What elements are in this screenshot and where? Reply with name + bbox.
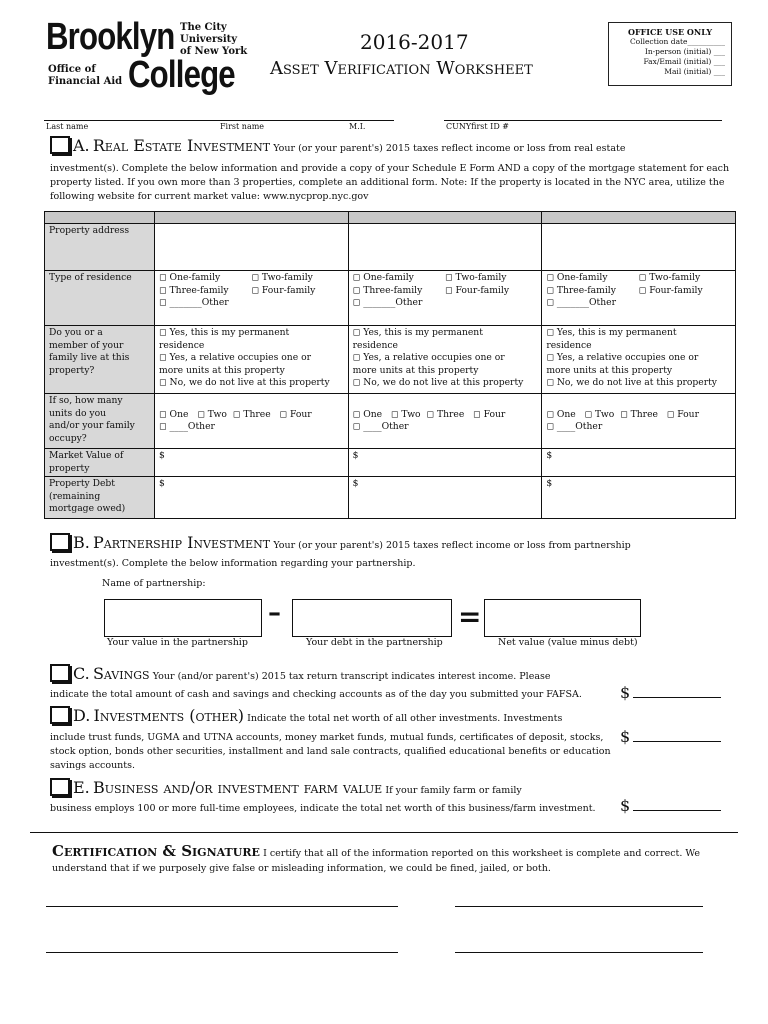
farm-amount-field[interactable] bbox=[620, 796, 721, 815]
certification-section bbox=[52, 842, 742, 861]
row-header-line: Do you or a bbox=[49, 327, 103, 338]
last-name-label: Last name bbox=[46, 122, 89, 131]
table-row bbox=[45, 394, 736, 449]
yes-relative-option[interactable]: ◻ Yes, a relative occupies one or bbox=[352, 352, 505, 363]
occupancy-cell[interactable] bbox=[542, 326, 736, 394]
row-header-line: property? bbox=[49, 364, 95, 376]
residence-type-cell[interactable] bbox=[542, 271, 736, 326]
yes-relative-option[interactable]: ◻ Yes, a relative occupies one or bbox=[546, 352, 699, 363]
other-type-option[interactable]: ◻ _______Other bbox=[352, 297, 423, 308]
section-d bbox=[50, 706, 610, 726]
section-c bbox=[50, 664, 610, 684]
dollar-sign: $ bbox=[620, 727, 631, 746]
name-line-left[interactable] bbox=[44, 120, 394, 133]
units-other-option[interactable]: ◻ ____Other bbox=[159, 421, 215, 432]
cuny-id-label: CUNYfirst ID # bbox=[446, 122, 509, 131]
residence-type-cell[interactable] bbox=[155, 271, 349, 326]
three-family-option[interactable]: ◻ Three-family bbox=[352, 284, 423, 296]
logo-college: College bbox=[128, 54, 235, 96]
certification-title: Certification & Signature bbox=[52, 842, 260, 860]
section-e bbox=[50, 778, 630, 798]
one-family-option[interactable]: ◻ One-family bbox=[546, 272, 608, 283]
table-row bbox=[45, 224, 736, 271]
table-row bbox=[45, 271, 736, 326]
other-type-option[interactable]: ◻ _______Other bbox=[159, 297, 229, 308]
your-debt-label: Your debt in the partnership bbox=[306, 637, 443, 648]
units-cell[interactable] bbox=[155, 394, 349, 449]
row-header-units bbox=[45, 394, 155, 449]
section-b-text-line2: investment(s). Complete the below information regarding your partnership. bbox=[50, 558, 416, 569]
row-header-market bbox=[45, 449, 155, 477]
cuny-line: of New York bbox=[180, 46, 248, 57]
partnership-value-input[interactable] bbox=[104, 599, 262, 637]
office-use-title: OFFICE USE ONLY bbox=[627, 27, 713, 37]
other-type-option[interactable]: ◻ _______Other bbox=[546, 297, 616, 308]
section-d-text: Indicate the total net worth of all other investments. Investments bbox=[247, 713, 563, 724]
text-line: stock option, bonds other securities, installment and land sale contracts, qualified educational benefits or education bbox=[50, 746, 611, 757]
fax-email-field: Fax/Email (initial) ___ bbox=[643, 57, 725, 66]
section-b-text: Your (or your parent's) 2015 taxes reflect income or loss from partnership bbox=[273, 540, 631, 551]
section-e-text-line2: business employs 100 or more full-time employees, indicate the total net worth of this business/farm investment. bbox=[50, 803, 596, 814]
row-header-line: Market Value of bbox=[49, 450, 124, 461]
savings-amount-line[interactable] bbox=[633, 697, 721, 698]
investments-amount-field[interactable] bbox=[620, 727, 721, 746]
property-address-input[interactable] bbox=[542, 224, 736, 271]
section-d-body bbox=[50, 731, 620, 773]
mi-label: M.I. bbox=[349, 122, 366, 131]
no-live-option[interactable]: ◻ No, we do not live at this property bbox=[352, 377, 524, 388]
section-a bbox=[50, 136, 740, 156]
section-e-checkbox[interactable] bbox=[50, 778, 70, 796]
yes-permanent-option-cont: residence bbox=[546, 339, 592, 351]
partnership-net-value-input[interactable] bbox=[484, 599, 641, 637]
cuny-line: University bbox=[180, 34, 238, 45]
text-line: investment(s). Complete the below information and provide a copy of your Schedule E Form AND a copy of the mortgage statement for each bbox=[50, 163, 730, 174]
section-c-text-line2: indicate the total amount of cash and savings and checking accounts as of the day you submitted your FAFSA. bbox=[50, 689, 582, 700]
table-header-cell bbox=[348, 212, 542, 224]
investments-amount-line[interactable] bbox=[633, 741, 721, 742]
section-b-checkbox[interactable] bbox=[50, 533, 70, 551]
section-b-letter: B. bbox=[73, 533, 90, 552]
partnership-debt-input[interactable] bbox=[292, 599, 452, 637]
first-name-label: First name bbox=[220, 122, 265, 131]
section-d-title: Investments (other) bbox=[93, 706, 244, 725]
section-a-letter: A. bbox=[73, 136, 90, 155]
two-family-option[interactable]: ◻ Two-family bbox=[638, 272, 701, 283]
units-options[interactable]: ◻ One ◻ Two ◻ Three ◻ Four bbox=[546, 408, 699, 420]
real-estate-table bbox=[44, 211, 736, 519]
table-header-cell bbox=[155, 212, 349, 224]
date-line-student[interactable] bbox=[455, 906, 703, 907]
row-header-line: Property Debt bbox=[49, 478, 115, 489]
row-header-line: property bbox=[49, 462, 90, 474]
yes-relative-option-cont: more units at this property bbox=[546, 364, 673, 376]
form-title: Asset Verification Worksheet bbox=[270, 58, 533, 79]
units-other-option[interactable]: ◻ ____Other bbox=[352, 421, 409, 432]
section-c-title: Savings bbox=[92, 664, 150, 683]
no-live-option[interactable]: ◻ No, we do not live at this property bbox=[546, 377, 717, 388]
section-b bbox=[50, 533, 740, 553]
farm-amount-line[interactable] bbox=[633, 810, 721, 811]
units-cell[interactable] bbox=[348, 394, 542, 449]
section-a-title: Real Estate Investment bbox=[92, 136, 271, 155]
row-header-type: Type of residence bbox=[45, 271, 155, 326]
office-line: Office of bbox=[48, 64, 96, 75]
table-row bbox=[45, 477, 736, 519]
table-row bbox=[45, 326, 736, 394]
section-divider bbox=[30, 832, 738, 833]
text-line: following website for current market value: www.nycprop.nyc.gov bbox=[50, 191, 369, 202]
three-family-option[interactable]: ◻ Three-family bbox=[159, 284, 229, 296]
text-line: property listed. If you own more than 3 properties, complete an additional form. Note: If the property is located in the NYC area, utilize the bbox=[50, 177, 725, 188]
section-e-title: Business and/or investment farm value bbox=[92, 778, 383, 797]
table-header-cell bbox=[45, 212, 155, 224]
units-options[interactable]: ◻ One ◻ Two ◻ Three ◻ Four bbox=[352, 408, 506, 420]
cuny-line: The City bbox=[180, 22, 227, 33]
occupancy-cell[interactable] bbox=[348, 326, 542, 394]
no-live-option[interactable]: ◻ No, we do not live at this property bbox=[159, 377, 330, 388]
row-header-address: Property address bbox=[45, 224, 155, 271]
units-cell[interactable] bbox=[542, 394, 736, 449]
section-b-title: Partnership Investment bbox=[93, 533, 271, 552]
market-value-input[interactable]: $ bbox=[155, 449, 349, 477]
three-family-option[interactable]: ◻ Three-family bbox=[546, 284, 616, 296]
row-header-line: (remaining bbox=[49, 490, 101, 502]
yes-permanent-option[interactable]: ◻ Yes, this is my permanent bbox=[159, 327, 290, 338]
property-debt-input[interactable]: $ bbox=[348, 477, 542, 519]
market-value-input[interactable]: $ bbox=[542, 449, 736, 477]
dollar-sign: $ bbox=[620, 683, 631, 702]
savings-amount-field[interactable] bbox=[620, 683, 721, 702]
section-a-checkbox[interactable] bbox=[50, 136, 70, 154]
yes-relative-option-cont: more units at this property bbox=[352, 364, 479, 376]
signature-line-student[interactable] bbox=[46, 906, 398, 907]
market-value-input[interactable]: $ bbox=[348, 449, 542, 477]
section-d-letter: D. bbox=[73, 706, 91, 725]
section-e-letter: E. bbox=[73, 778, 90, 797]
logo-office-text bbox=[48, 64, 122, 88]
units-other-option[interactable]: ◻ ____Other bbox=[546, 421, 603, 432]
units-options[interactable]: ◻ One ◻ Two ◻ Three ◻ Four bbox=[159, 408, 312, 420]
property-address-input[interactable] bbox=[155, 224, 349, 271]
property-address-input[interactable] bbox=[348, 224, 542, 271]
row-header-line: family live at this bbox=[49, 352, 130, 363]
dollar-sign: $ bbox=[620, 796, 631, 815]
section-c-letter: C. bbox=[73, 664, 90, 683]
row-header-debt bbox=[45, 477, 155, 519]
section-c-text: Your (and/or parent's) 2015 tax return transcript indicates interest income. Please bbox=[152, 671, 551, 682]
net-value-label: Net value (value minus debt) bbox=[498, 637, 638, 648]
section-a-body bbox=[50, 162, 740, 204]
section-a-text: Your (or your parent's) 2015 taxes reflect income or loss from real estate bbox=[273, 143, 626, 154]
table-header-row bbox=[45, 212, 736, 224]
yes-permanent-option[interactable]: ◻ Yes, this is my permanent bbox=[352, 327, 483, 338]
one-family-option[interactable]: ◻ One-family bbox=[352, 272, 414, 283]
yes-permanent-option-cont: residence bbox=[352, 339, 398, 351]
office-use-box bbox=[608, 22, 732, 86]
two-family-option[interactable]: ◻ Two-family bbox=[251, 272, 313, 283]
residence-type-cell[interactable] bbox=[348, 271, 542, 326]
row-header-line: mortgage owed) bbox=[49, 503, 126, 514]
office-line: Financial Aid bbox=[48, 76, 123, 87]
row-header-line: units do you bbox=[49, 407, 107, 419]
property-debt-input[interactable]: $ bbox=[155, 477, 349, 519]
section-d-checkbox[interactable] bbox=[50, 706, 70, 724]
certification-text: I certify that all of the information reported on this worksheet is complete and correct. We bbox=[263, 848, 701, 859]
row-header-live bbox=[45, 326, 155, 394]
four-family-option[interactable]: ◻ Four-family bbox=[251, 284, 316, 296]
yes-relative-option[interactable]: ◻ Yes, a relative occupies one or bbox=[159, 352, 311, 363]
property-debt-input[interactable]: $ bbox=[542, 477, 736, 519]
equals-sign: = bbox=[458, 600, 482, 633]
four-family-option[interactable]: ◻ Four-family bbox=[444, 284, 510, 296]
cuny-id-line[interactable] bbox=[444, 120, 722, 133]
yes-relative-option-cont: more units at this property bbox=[159, 364, 285, 376]
section-c-checkbox[interactable] bbox=[50, 664, 70, 682]
partnership-name-label: Name of partnership: bbox=[102, 578, 206, 589]
row-header-line: occupy? bbox=[49, 432, 87, 444]
row-header-line: and/or your family bbox=[49, 420, 135, 431]
minus-sign: – bbox=[268, 598, 281, 628]
row-header-line: If so, how many bbox=[49, 395, 123, 406]
four-family-option[interactable]: ◻ Four-family bbox=[638, 284, 703, 296]
logo-brooklyn: Brooklyn bbox=[46, 16, 175, 58]
section-e-text: If your family farm or family bbox=[385, 785, 522, 796]
mail-field: Mail (initial) ___ bbox=[664, 67, 725, 76]
two-family-option[interactable]: ◻ Two-family bbox=[444, 272, 507, 283]
yes-permanent-option-cont: residence bbox=[159, 339, 205, 351]
signature-line-parent[interactable] bbox=[46, 952, 398, 953]
occupancy-cell[interactable] bbox=[155, 326, 349, 394]
table-header-cell bbox=[542, 212, 736, 224]
one-family-option[interactable]: ◻ One-family bbox=[159, 272, 221, 283]
logo-cuny-text bbox=[180, 22, 247, 58]
text-line: include trust funds, UGMA and UTNA accounts, money market funds, mutual funds, certificates of deposit, stocks, bbox=[50, 732, 604, 743]
table-row bbox=[45, 449, 736, 477]
your-value-label: Your value in the partnership bbox=[107, 637, 248, 648]
certification-text-line2: understand that if we purposely give false or misleading information, we could be fined, jailed, or both. bbox=[52, 863, 551, 874]
form-year: 2016-2017 bbox=[360, 30, 469, 54]
collection-date-field: Collection date__________ bbox=[629, 37, 725, 46]
yes-permanent-option[interactable]: ◻ Yes, this is my permanent bbox=[546, 327, 677, 338]
date-line-parent[interactable] bbox=[455, 952, 703, 953]
row-header-line: member of your bbox=[49, 339, 124, 351]
text-line: savings accounts. bbox=[50, 760, 136, 771]
in-person-field: In-person (initial) ___ bbox=[644, 47, 725, 56]
